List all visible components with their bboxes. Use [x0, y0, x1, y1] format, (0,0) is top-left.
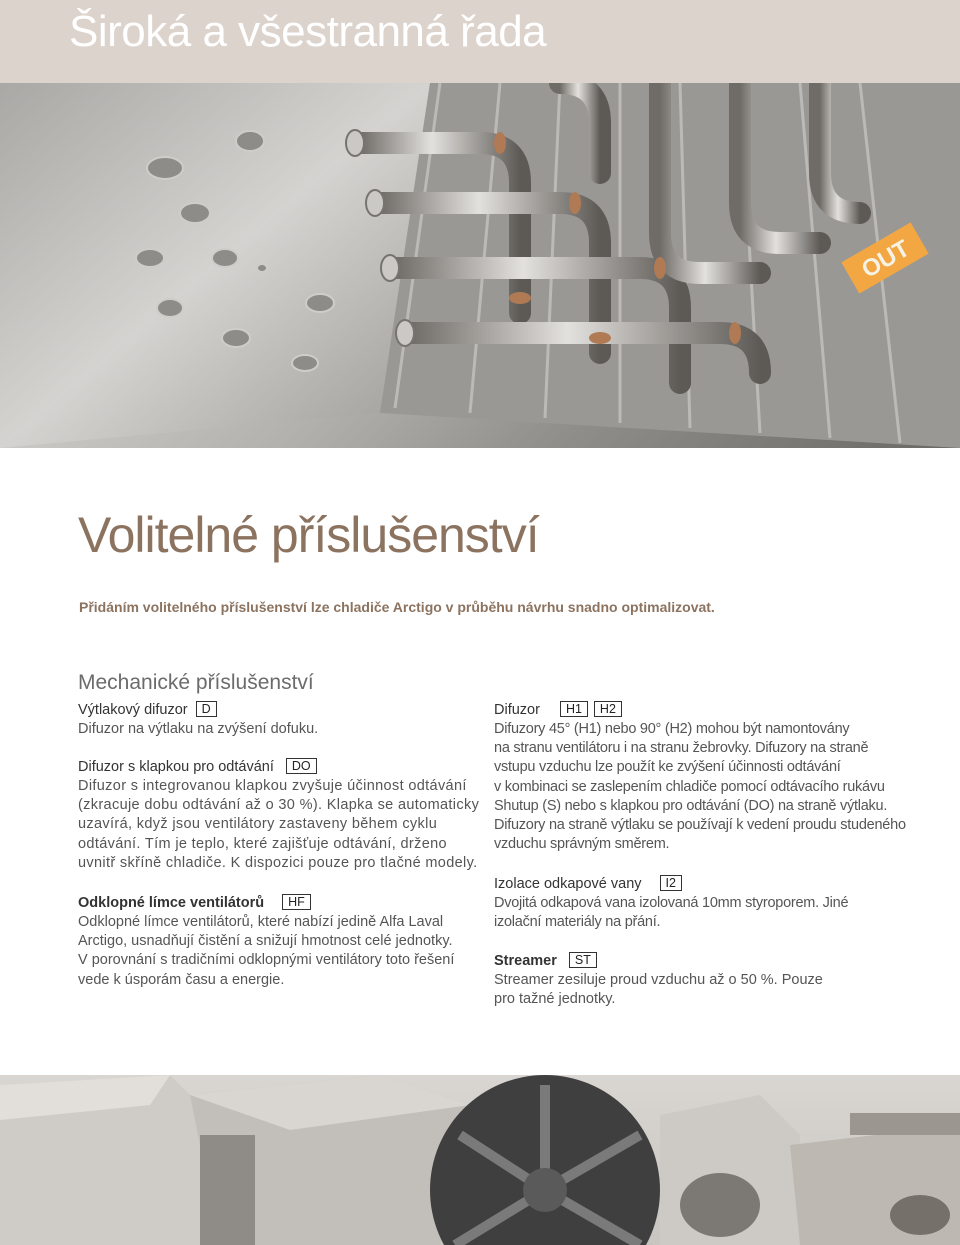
item-line: Difuzor s integrovanou klapkou zvyšuje účinnost odtávání [78, 778, 467, 794]
item-line: vede k úsporám času a energie. [78, 971, 285, 988]
item-line: Streamer zesiluje proud vzduchu až o 50 %. Pouze [494, 972, 823, 988]
page-title: Volitelné příslušenství [78, 507, 539, 563]
item-line: izolační materiály na přání. [494, 914, 661, 931]
mechanical-accessories-heading: Mechanické příslušenství [78, 671, 314, 694]
item-line: na stranu ventilátoru i na stranu žebrovky. Difuzory na straně [494, 740, 869, 757]
item-discharge-diffuser [78, 701, 478, 739]
item-line: vstupu vzduchu lze použít ke zvýšení účinnosti odtávání [494, 759, 841, 776]
code-badge: H2 [594, 701, 622, 717]
item-title: Výtlakový difuzor D [78, 701, 478, 720]
item-line: Shutup (S) nebo s klapkou pro odtávání (DO) na straně výtlaku. [494, 797, 888, 814]
item-line: (zkracuje dobu odtávání až o 30 %). Klapka se automaticky [78, 797, 480, 814]
item-drip-tray-insulation [494, 875, 914, 932]
item-title: Odklopné límce ventilátorů HF [78, 894, 498, 913]
accessory-units-illustration [0, 1075, 960, 1245]
out-label-text: OUT [857, 234, 915, 284]
item-hinged-fan-collars [78, 894, 498, 990]
item-defrost-damper-diffuser [78, 758, 498, 873]
item-line: v kombinaci se zaslepením chladiče pomocí odtávacího rukávu [494, 778, 885, 795]
code-badge: H1 [560, 701, 588, 717]
item-line: V porovnání s tradičními odklopnými ventilátory toto řešení [78, 952, 455, 969]
header-title: Široká a všestranná řada [69, 7, 547, 56]
item-line: Difuzory na straně výtlaku se používají k vedení proudu studeného [494, 817, 906, 834]
code-badge: ST [569, 952, 597, 968]
item-diffuser-h1-h2 [494, 701, 914, 854]
item-line: Difuzor na výtlaku na zvýšení dofuku. [78, 721, 319, 737]
item-title: Izolace odkapové vany I2 [494, 875, 914, 894]
code-badge: I2 [660, 875, 682, 891]
item-title: Streamer ST [494, 952, 914, 971]
item-line: Odklopné límce ventilátorů, které nabízí jedině Alfa Laval [78, 914, 444, 930]
hero-photo-coil-pipes [0, 83, 960, 448]
item-title: Difuzor H1 H2 [494, 701, 914, 720]
item-line: uzavírá, když jsou ventilátory zastaveny během cyklu [78, 816, 438, 833]
item-line: pro tažné jednotky. [494, 991, 616, 1008]
item-line: Difuzory 45° (H1) nebo 90° (H2) mohou být namontovány [494, 721, 850, 737]
header-band [0, 0, 960, 83]
coil-pipes-illustration [0, 83, 960, 448]
code-badge: D [196, 701, 217, 717]
item-line: Arctigo, usnadňují čistění a snižují hmotnost celé jednotky. [78, 933, 453, 950]
item-line: vzduchu správným směrem. [494, 836, 670, 853]
intro-text: Přidáním volitelného příslušenství lze chladiče Arctigo v průběhu návrhu snadno optimalizovat. [79, 599, 715, 615]
bottom-product-photos [0, 1075, 960, 1245]
item-title: Difuzor s klapkou pro odtávání DO [78, 758, 498, 777]
code-badge: HF [282, 894, 311, 910]
item-line: odtávání. Tím je teplo, které zajišťuje odtávání, drženo [78, 835, 447, 852]
item-streamer [494, 952, 914, 1009]
item-line: Dvojitá odkapová vana izolovaná 10mm styroporem. Jiné [494, 895, 849, 911]
code-badge: DO [286, 758, 317, 774]
item-line: uvnitř skříně chladiče. K dispozici pouze pro tlačné modely. [78, 854, 478, 871]
